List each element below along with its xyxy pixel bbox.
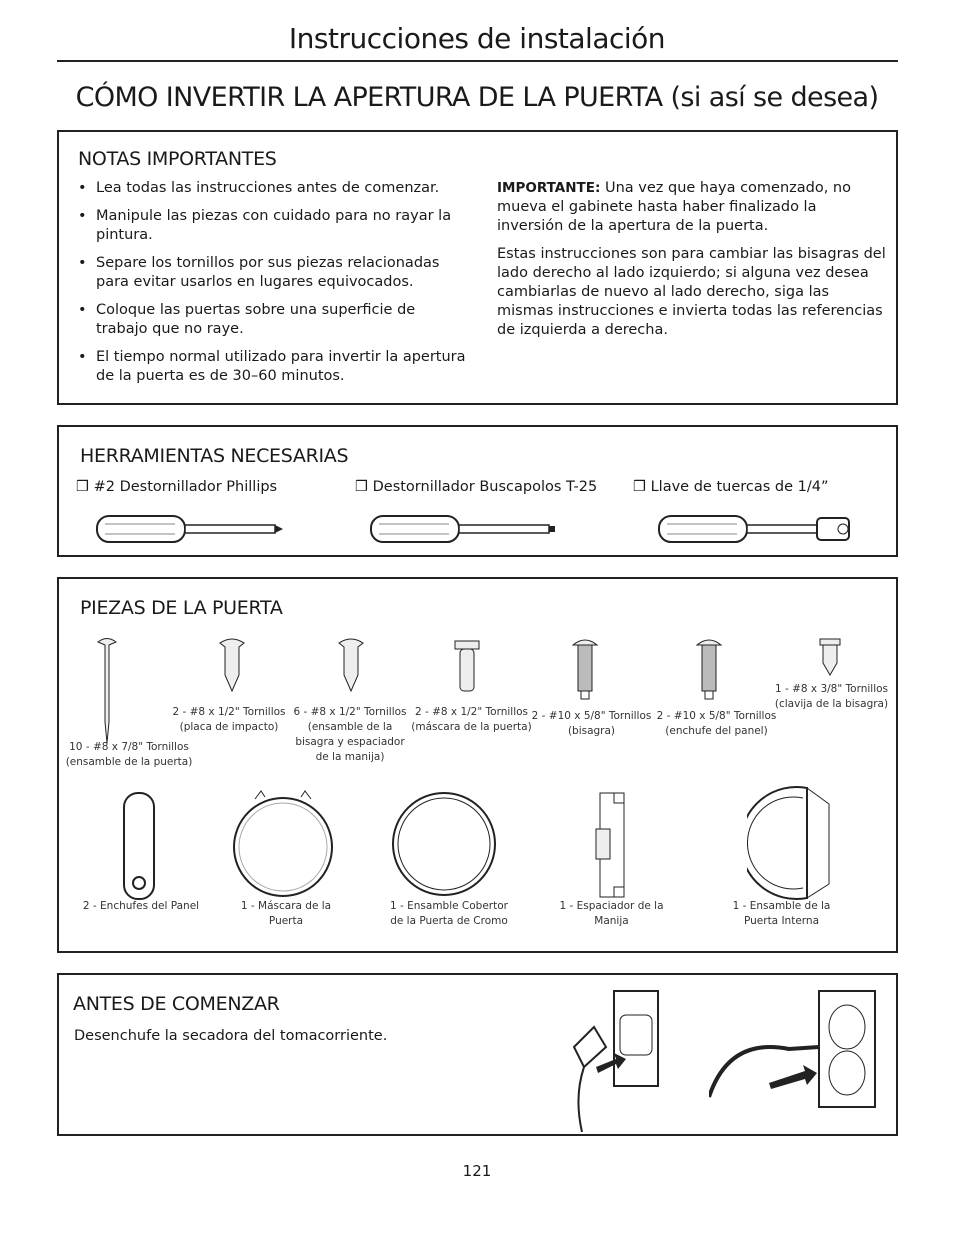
page-title: Instrucciones de instalación (288, 22, 666, 55)
screwdriver-icon (95, 512, 285, 546)
screw-icon (696, 637, 722, 701)
title-rule (57, 60, 898, 62)
before-box (57, 973, 898, 1136)
nut-driver-icon (657, 512, 857, 546)
handle-spacer-icon (594, 789, 630, 901)
part-label: 2 - Enchufes del Panel (82, 900, 200, 912)
chrome-door-cover-icon (391, 791, 497, 897)
notes-right (497, 179, 887, 349)
part-label: 2 - #8 x 1/2" Tornillos (placa de impacto) (172, 706, 286, 733)
screw-icon (338, 637, 364, 693)
part-label: 10 - #8 x 7/8" Tornillos (ensamble de la puerta) (65, 741, 193, 768)
notes-box (57, 130, 898, 405)
part-label: 1 - Espaciador de la Manija (559, 900, 664, 927)
screwdriver-icon (369, 512, 559, 546)
important-text: Una vez que haya comenzado, no mueva el gabinete hasta haber finalizado la inversión de la apertura de la puerta. (497, 180, 851, 234)
tools-box (57, 425, 898, 557)
panel-plug-icon (122, 791, 156, 901)
section-title: CÓMO INVERTIR LA APERTURA DE LA PUERTA (si así se desea) (75, 82, 879, 113)
list-item: • Manipule las piezas con cuidado para no rayar la pintura. (74, 207, 469, 245)
tool-phillips: ❒ #2 Destornillador Phillips (76, 479, 278, 495)
part-label: 1 - Ensamble Cobertor de la Puerta de Cromo (389, 900, 508, 927)
part-label: 1 - Máscara de la Puerta (240, 900, 332, 927)
parts-box (57, 577, 898, 953)
list-item: • Separe los tornillos por sus piezas relacionadas para evitar usarlos en lugares equivocados. (74, 254, 469, 292)
before-text: Desenchufe la secadora del tomacorriente. (74, 1028, 388, 1044)
unplug-3prong-icon (709, 987, 889, 1127)
page-number: 121 (462, 1162, 492, 1180)
tool-torx: ❒ Destornillador Buscapolos T-25 (355, 479, 598, 495)
screw-icon (819, 637, 841, 677)
inner-door-icon (747, 784, 837, 902)
part-label: 6 - #8 x 1/2" Tornillos (ensamble de la bisagra y espaciador de la manija) (293, 706, 407, 763)
tool-nutdriver: ❒ Llave de tuercas de 1/4” (633, 479, 829, 495)
list-item: • Lea todas las instrucciones antes de comenzar. (74, 179, 469, 198)
before-heading: ANTES DE COMENZAR (73, 993, 280, 1015)
part-label: 2 - #8 x 1/2" Tornillos (máscara de la puerta) (411, 706, 532, 733)
part-label: 2 - #10 x 5/8" Tornillos (enchufe del panel) (656, 710, 777, 737)
screw-icon (454, 637, 480, 693)
tools-heading: HERRAMIENTAS NECESARIAS (80, 445, 349, 467)
unplug-4prong-icon (544, 987, 664, 1132)
parts-heading: PIEZAS DE LA PUERTA (80, 597, 283, 619)
notes-paragraph: Estas instrucciones son para cambiar las bisagras del lado derecho al lado izquierdo; si alguna vez desea cambiarlas de nuevo al lado derecho, siga las mismas instrucciones e invierta todas las referencias de izquierda a derecha. (497, 246, 886, 338)
list-item: • El tiempo normal utilizado para invertir la apertura de la puerta es de 30–60 minutos. (74, 348, 469, 386)
notes-list (74, 179, 469, 395)
part-label: 1 - Ensamble de la Puerta Interna (732, 900, 831, 927)
screw-icon (97, 637, 117, 745)
notes-heading: NOTAS IMPORTANTES (78, 148, 277, 170)
screw-icon (572, 637, 598, 701)
door-mask-icon (231, 787, 335, 899)
part-label: 2 - #10 x 5/8" Tornillos (bisagra) (531, 710, 652, 737)
screw-icon (219, 637, 245, 693)
important-label: IMPORTANTE: (497, 180, 601, 196)
part-label: 1 - #8 x 3/8" Tornillos (clavija de la bisagra) (774, 683, 889, 710)
list-item: • Coloque las puertas sobre una superficie de trabajo que no raye. (74, 301, 469, 339)
